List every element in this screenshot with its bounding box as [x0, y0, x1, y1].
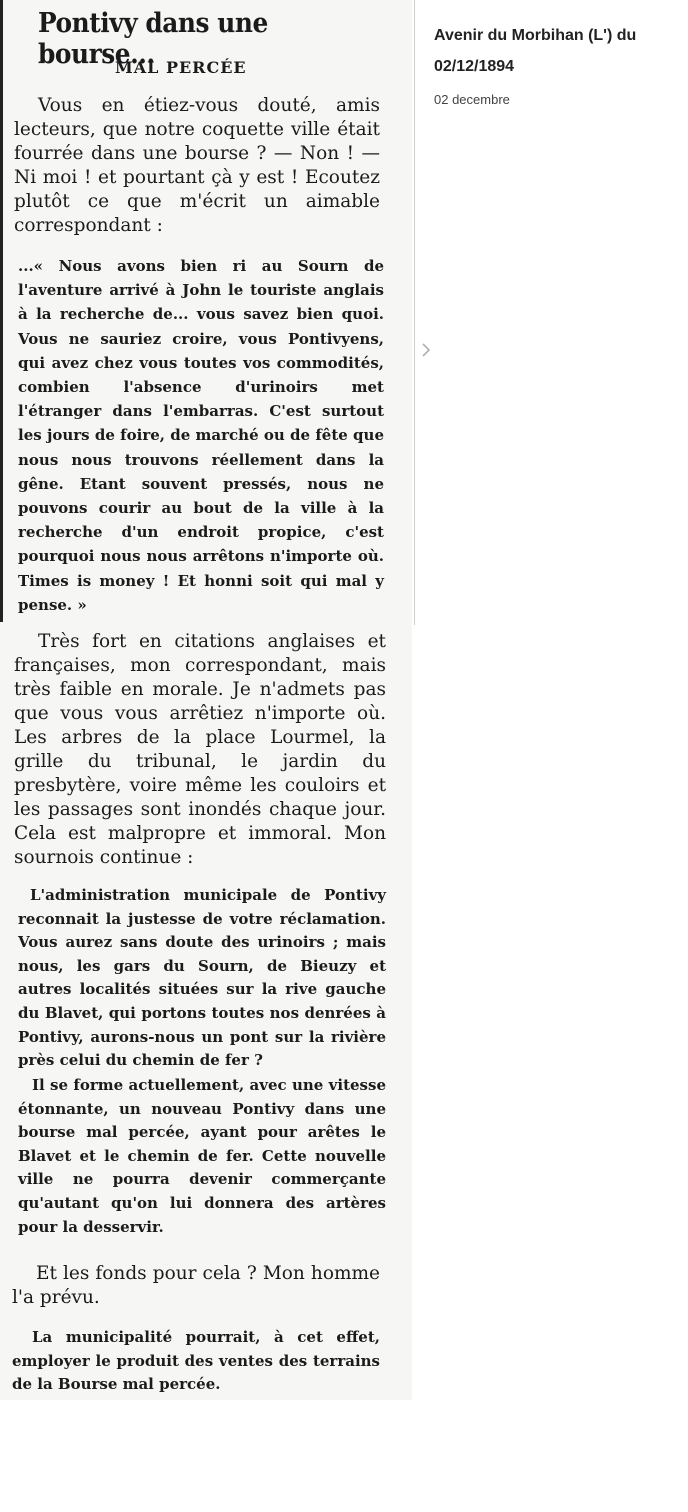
article-paragraph: La municipalité pourrait, à cet effet, employer le produit des ventes des terrains de la Bourse mal percée. — [12, 1328, 380, 1394]
article-paragraph: L'administration municipale de Pontivy reconnait la justesse de votre réclamation. Vous aurez sans doute des urinoirs ; mais nous, les gars du Sourn, de Bieuzy et autres localités situées sur la rive gauche du Blavet, qui portons toutes nos denrées à Pontivy, aurons-nous un pont sur la rivière près celui du chemin de fer ? — [18, 886, 386, 1070]
article-paragraph: Et les fonds pour cela ? Mon homme l'a prévu. — [12, 1263, 380, 1308]
date-label: 02 decembre — [434, 92, 510, 107]
article-paragraph: Très fort en citations anglaises et françaises, mon correspondant, mais très faible en morale. Je n'admets pas que vous vous arrêtiez n'importe où. Les arbres de la place Lourmel, la grille du tribunal, le jardin du presbytère, voire même les couloirs et les passages sont inondés chaque jour. Cela est malpropre et immoral. Mon sournois continue : — [14, 631, 386, 868]
column-rule — [0, 0, 3, 622]
article-paragraph: Il se forme actuellement, avec une vitesse étonnante, un nouveau Pontivy dans une bourse mal percée, ayant pour arêtes le Blavet et le chemin de fer. Cette nouvelle ville ne pourra devenir commerçante qu'autant qu'on lui donnera des artères pour la desservir. — [18, 1076, 386, 1236]
article-paragraph: Vous en étiez-vous douté, amis lecteurs, que notre coquette ville était fourrée dans une bourse ? — Non ! — Ni moi ! et pourtant çà y est ! Ecoutez plutôt ce que m'écrit un aimable correspondant : — [14, 95, 380, 236]
chevron-right-icon[interactable] — [420, 342, 432, 358]
article-paragraph: ...« Nous avons bien ri au Sourn de l'aventure arrivé à John le touriste anglais à la recherche de... vous savez bien quoi. Vous ne sauriez croire, vous Pontivyens, qui avez chez vous toutes vos commodités, combien l'absence d'urinoirs met l'étranger dans l'embarras. C'est surtout les jours de foire, de marché ou de fête que nous nous trouvons réellement dans la gêne. Etant souvent pressés, nous ne pouvons courir au bout de la ville à la recherche d'un endroit propice, c'est pourquoi nous nous arrêtons n'importe où. Times is money ! Et honni soit qui mal y pense. » — [18, 257, 384, 614]
panel-divider — [414, 0, 415, 625]
article-title: Pontivy dans une bourse... — [38, 8, 268, 70]
article-subtitle: MAL PERCÉE — [115, 58, 247, 77]
source-title[interactable]: Avenir du Morbihan (L') du 02/12/1894 — [434, 27, 637, 75]
